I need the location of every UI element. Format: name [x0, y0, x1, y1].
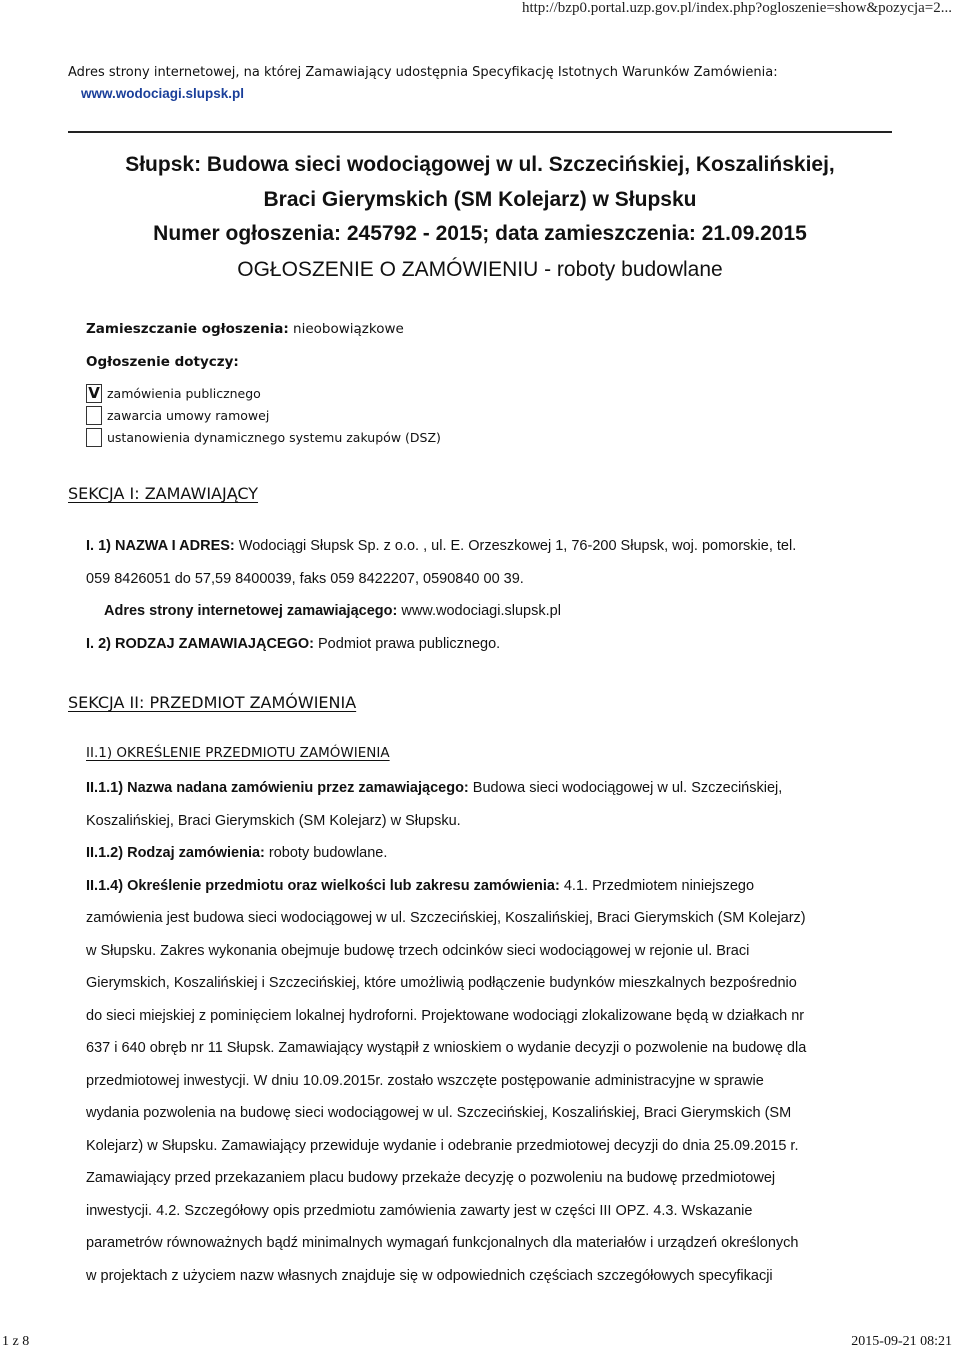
order-description-line: wydania pozwolenia na budowę sieci wodociągowej w ul. Szczecińskiej, Koszalińskiej, Braci Gierymskich (SM	[86, 1105, 792, 1121]
contact-numbers: 059 8426051 do 57,59 8400039, faks 059 8422207, 0590840 00 39.	[86, 570, 524, 587]
placement-row	[86, 321, 936, 337]
order-description-line: w Słupsku. Zakres wykonania obejmuje budowę trzech odcinków sieci wodociągowej w rejonie ul. Braci	[86, 942, 750, 959]
authority-website-label: Adres strony internetowej zamawiającego:	[104, 603, 398, 619]
checkbox-label: zamówienia publicznego	[107, 386, 261, 401]
concerns-label: Ogłoszenie dotyczy:	[86, 354, 239, 370]
order-kind-label: II.1.2) Rodzaj zamówienia:	[86, 845, 265, 861]
checkbox-unchecked[interactable]	[86, 428, 102, 447]
announcement-type: OGŁOSZENIE O ZAMÓWIENIU - roboty budowlane	[237, 257, 723, 281]
order-name-row	[86, 772, 886, 805]
section-1-title: SEKCJA I: ZAMAWIAJĄCY	[68, 484, 259, 503]
placement-value: nieobowiązkowe	[288, 321, 404, 337]
concerns-checkbox-list	[86, 383, 441, 449]
name-address-value: Wodociągi Słupsk Sp. z o.o. , ul. E. Orzeszkowej 1, 76-200 Słupsk, woj. pomorskie, tel.	[234, 538, 797, 554]
checkbox-row-dsz	[86, 427, 441, 448]
title-line-1: Słupsk: Budowa sieci wodociągowej w ul. Szczecińskiej, Koszalińskiej,	[125, 153, 835, 176]
section-2-title: SEKCJA II: PRZEDMIOT ZAMÓWIENIA	[68, 693, 357, 712]
print-timestamp: 2015-09-21 08:21	[851, 1334, 952, 1349]
checkbox-unchecked[interactable]	[86, 406, 102, 425]
order-name-label: II.1.1) Nazwa nadana zamówieniu przez zamawiającego:	[86, 780, 469, 796]
announcement-title-block	[40, 148, 920, 285]
checkbox-row-framework	[86, 405, 441, 426]
authority-type-value: Podmiot prawa publicznego.	[313, 635, 501, 652]
print-header-url: http://bzp0.portal.uzp.gov.pl/index.php?ogloszenie=show&pozycja=2...	[521, 0, 952, 16]
order-description-line: w projektach z użyciem nazw własnych znajduje się w odpowiednich częściach szczegółowych specyfikacji	[86, 1267, 773, 1284]
siwz-address-link[interactable]: www.wodociagi.slupsk.pl	[81, 86, 245, 101]
announcement-meta	[86, 321, 936, 387]
order-description-line: 4.1. Przedmiotem niniejszego	[559, 877, 755, 894]
order-description-label: II.1.4) Określenie przedmiotu oraz wielkości lub zakresu zamówienia:	[86, 877, 560, 894]
section-2-body	[86, 772, 886, 1292]
authority-website-value: www.wodociagi.slupsk.pl	[397, 603, 561, 619]
authority-type-label: I. 2) RODZAJ ZAMAWIAJĄCEGO:	[86, 635, 314, 652]
order-kind-row	[86, 837, 886, 870]
horizontal-divider	[68, 131, 892, 133]
section-1-body	[86, 530, 886, 660]
siwz-address-block	[68, 64, 928, 103]
order-description-row	[86, 870, 886, 903]
placement-label: Zamieszczanie ogłoszenia:	[86, 321, 289, 337]
siwz-address-text: Adres strony internetowej, na której Zamawiający udostępnia Specyfikację Istotnych Warunków Zamówienia:	[68, 65, 778, 80]
concerns-row	[86, 354, 936, 370]
page-counter: 1 z 8	[2, 1334, 30, 1349]
section-2-1-title: II.1) OKREŚLENIE PRZEDMIOTU ZAMÓWIENIA	[86, 745, 390, 761]
order-description-line: przedmiotowej inwestycji. W dniu 10.09.2015r. zostało wszczęte postępowanie administracyjne w sprawie	[86, 1072, 764, 1089]
order-description-line: do sieci miejskiej z pominięciem lokalnej hydroforni. Projektowane wodociągi zlokalizowane będą w działkach nr	[86, 1007, 805, 1024]
order-description-line: 637 i 640 obręb nr 11 Słupsk. Zamawiający wystąpił z wnioskiem o wydanie decyzji o pozwolenie na budowę dla	[86, 1040, 807, 1056]
order-description-line: Gierymskich, Koszalińskiej i Szczecińskiej, które umożliwią podłączenie budynków mieszkalnych bezpośrednio	[86, 975, 797, 991]
order-name-value: Budowa sieci wodociągowej w ul. Szczecińskiej,	[468, 780, 783, 796]
checkbox-row-public-order	[86, 383, 441, 404]
title-line-2: Braci Gierymskich (SM Kolejarz) w Słupsku	[263, 187, 697, 211]
order-description-line: Kolejarz) w Słupsku. Zamawiający przewiduje wydanie i odebranie przedmiotowej decyzji do dnia 25.09.2015 r.	[86, 1137, 799, 1154]
order-name-value-cont: Koszalińskiej, Braci Gierymskich (SM Kolejarz) w Słupsku.	[86, 812, 461, 829]
order-description-line: parametrów równoważnych bądź minimalnych wymagań funkcjonalnych dla materiałów i urządzeń określonych	[86, 1235, 799, 1251]
authority-type-row	[86, 628, 886, 661]
announcement-number: Numer ogłoszenia: 245792 - 2015; data zamieszczenia: 21.09.2015	[153, 222, 807, 245]
order-kind-value: roboty budowlane.	[264, 845, 388, 861]
order-description-line: Zamawiający przed przekazaniem placu budowy przekaże decyzję o pozwoleniu na budowę przedmiotowej	[86, 1170, 776, 1186]
checkbox-label: ustanowienia dynamicznego systemu zakupów (DSZ)	[107, 430, 441, 445]
order-description-line: zamówienia jest budowa sieci wodociągowej w ul. Szczecińskiej, Koszalińskiej, Braci Gierymskich (SM Kolejarz)	[86, 910, 806, 926]
contracting-authority-name	[86, 530, 886, 563]
checkbox-label: zawarcia umowy ramowej	[107, 408, 270, 423]
authority-website-row	[86, 595, 886, 628]
name-address-label: I. 1) NAZWA I ADRES:	[86, 538, 235, 554]
order-description-line: inwestycji. 4.2. Szczegółowy opis przedmiotu zamówienia zawarty jest w części III OPZ. 4.3. Wskazanie	[86, 1202, 753, 1219]
checkbox-checked[interactable]: V	[86, 384, 102, 403]
